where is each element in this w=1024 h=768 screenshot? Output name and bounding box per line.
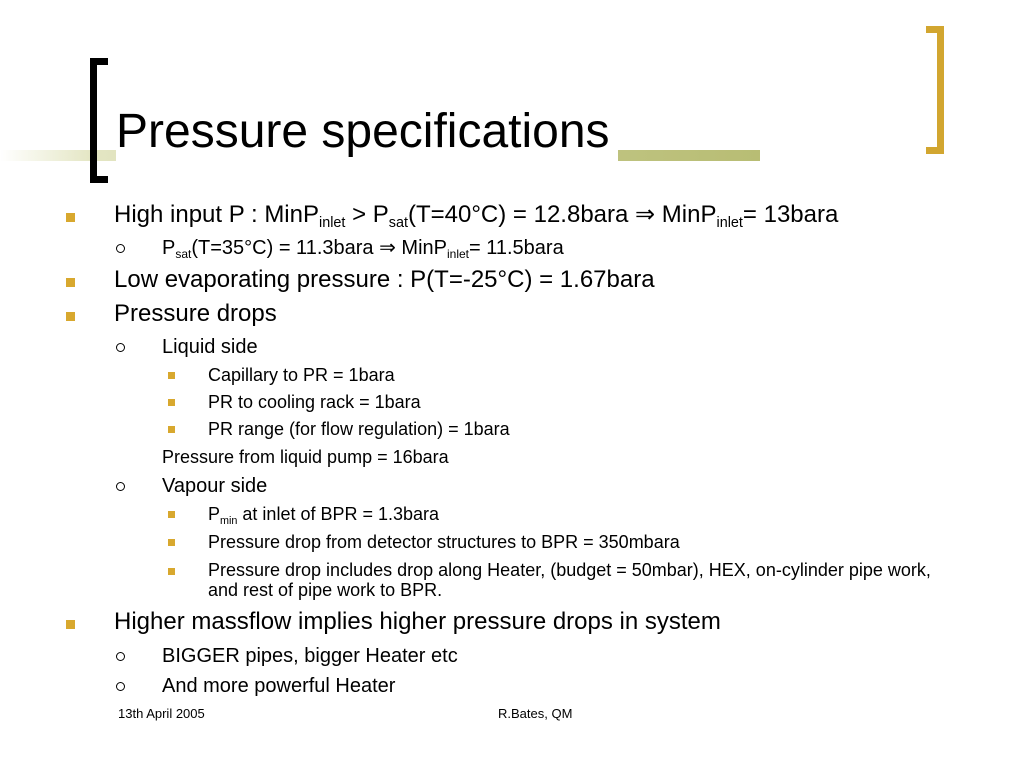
square-bullet-icon (168, 511, 175, 518)
footer-date: 13th April 2005 (118, 706, 205, 721)
square-bullet-icon (66, 312, 75, 321)
circle-bullet-icon (116, 682, 125, 691)
sub-bullet-powerful-heater: And more powerful Heater (162, 673, 395, 699)
implies-arrow-icon: ⇒ (635, 201, 656, 228)
bullet-higher-massflow: Higher massflow implies higher pressure drops in system (114, 607, 721, 637)
item-detector-pressure-drop: Pressure drop from detector structures to BPR = 350mbara (208, 531, 680, 553)
circle-bullet-icon (116, 343, 125, 352)
implies-arrow-icon: ⇒ (379, 237, 396, 259)
slide-title: Pressure specifications (116, 100, 618, 164)
item-pr-range: PR range (for flow regulation) = 1bara (208, 418, 510, 440)
sub-bullet-liquid-side: Liquid side (162, 334, 258, 360)
sub-bullet-psat-35: $P_{sat}(T=35^\circ C)$ = 11.3bara ⇒ MinP$_{inlet}$= 11.5bara (162, 235, 564, 261)
text-liquid-pump-pressure: Pressure from liquid pump = 16bara (162, 447, 449, 467)
square-bullet-icon (168, 399, 175, 406)
square-bullet-icon (168, 568, 175, 575)
square-bullet-icon (168, 426, 175, 433)
sub-bullet-bigger-pipes: BIGGER pipes, bigger Heater etc (162, 643, 458, 669)
item-heater-pressure-drop: Pressure drop includes drop along Heater, (budget = 50mbar), HEX, on-cylinder pipe work, and rest of pipe work to BPR. (208, 560, 938, 600)
square-bullet-icon (168, 372, 175, 379)
circle-bullet-icon (116, 482, 125, 491)
square-bullet-icon (66, 278, 75, 287)
footer-author: R.Bates, QM (498, 706, 573, 721)
bullet-pressure-drops: Pressure drops (114, 299, 277, 329)
square-bullet-icon (168, 539, 175, 546)
circle-bullet-icon (116, 244, 125, 253)
circle-bullet-icon (116, 652, 125, 661)
item-pmin-at-bpr: $P_{min}$ at inlet of BPR = 1.3bara (208, 503, 439, 525)
square-bullet-icon (66, 213, 75, 222)
sub-bullet-vapour-side: Vapour side (162, 473, 267, 499)
item-pr-to-cooling-rack: PR to cooling rack = 1bara (208, 391, 421, 413)
item-capillary-to-pr: Capillary to PR = 1bara (208, 364, 395, 386)
square-bullet-icon (66, 620, 75, 629)
bullet-high-input-pressure: High input P : MinP$_{inlet}$ > $P_{sat}(T=40^\circ C)$ = 12.8bara ⇒ MinP$_{inlet}$= 13bara (114, 200, 838, 230)
bullet-low-evaporating-pressure: Low evaporating pressure : P(T=-25°C) = 1.67bara (114, 265, 655, 295)
